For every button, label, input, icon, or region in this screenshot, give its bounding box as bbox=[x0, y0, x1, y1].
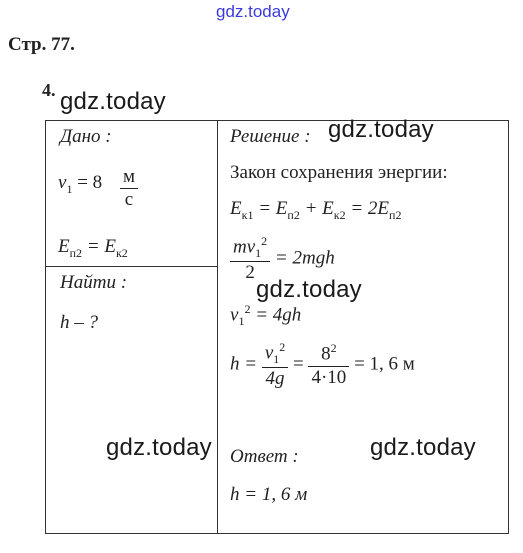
answer-value: h = 1, 6 м bbox=[230, 484, 308, 505]
given-find-divider bbox=[45, 266, 217, 267]
table-right-border bbox=[508, 120, 509, 534]
find-title: Найти : bbox=[60, 272, 128, 293]
watermark-2: gdz.today bbox=[328, 116, 434, 143]
watermark-1: gdz.today bbox=[60, 88, 166, 115]
given-energy-relation: $E_{п2} = E_{к2}$ bbox=[58, 236, 128, 260]
problem-number: 4. bbox=[42, 80, 56, 100]
kinetic-potential-equation: $\frac{mv_1^2}{2}$ = 2mgh bbox=[230, 234, 335, 284]
solution-title: Решение : bbox=[230, 126, 311, 147]
given-title: Дано : bbox=[60, 126, 112, 147]
energy-equation: $E_{к1} = E_{п2} + E_{к2} = 2E_{п2}$ bbox=[230, 198, 402, 222]
height-calculation: h = $\frac{v_1^2}{4g}$ = $\frac{8^2}{4\cdot 10}$ = 1, 6 м bbox=[230, 340, 415, 390]
given-velocity: $v_1 = 8$ bbox=[58, 172, 103, 196]
table-middle-divider bbox=[217, 120, 218, 534]
find-value: h – ? bbox=[60, 312, 98, 333]
answer-title: Ответ : bbox=[230, 446, 299, 467]
table-left-border bbox=[45, 120, 46, 534]
page-heading: Стр. 77. bbox=[8, 34, 75, 55]
watermark-3: gdz.today bbox=[256, 276, 362, 303]
watermark-5: gdz.today bbox=[370, 434, 476, 461]
watermark-top: gdz.today bbox=[216, 2, 290, 21]
velocity-unit: $\frac{м}{с}$ bbox=[120, 166, 138, 211]
table-bottom-border bbox=[45, 533, 509, 534]
table-top-border bbox=[45, 120, 509, 121]
conservation-law: Закон сохранения энергии: bbox=[230, 162, 448, 183]
velocity-squared-equation: $v_1^2 = 4gh$ bbox=[230, 302, 302, 329]
watermark-4: gdz.today bbox=[106, 434, 212, 461]
